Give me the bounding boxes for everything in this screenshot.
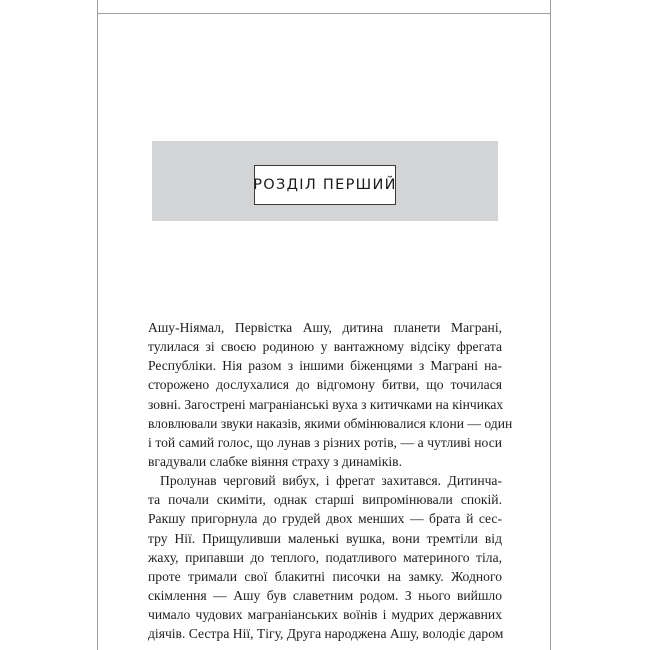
text-line: вгадували слабке віяння страху з динаміків. (148, 453, 402, 469)
text-line-indented: Пролунав черговий вибух, і фрегат захитався. Дитинча- (160, 473, 502, 489)
text-line: скімлення — Ашу був славетним родом. З нього вийшло (148, 587, 502, 603)
chapter-title-box (254, 165, 396, 205)
text-line: зовні. Загострені маграніанські вуха з китичками на кінчиках (148, 396, 504, 412)
text-line: тру Нії. Прищуливши маленькі вушка, вони тремтіли від (148, 530, 502, 546)
text-line: чимало чудових маграніанських воїнів і мудрих державних (148, 607, 502, 623)
chapter-title: РОЗДІЛ ПЕРШИЙ (253, 177, 397, 193)
text-line: Ракшу пригорнула до грудей двох менших — брата й сес- (148, 511, 502, 527)
text-line: та почали скиміти, однак старші випромінювали спокій. (148, 492, 502, 508)
text-line: проте тримали свої блакитні писочки на замку. Жодного (148, 568, 502, 584)
page-frame-top-edge (97, 0, 551, 14)
text-line: Республіки. Нія разом з іншими біженцями з Маграні на- (148, 358, 502, 374)
text-line: діячів. Сестра Нії, Тігу, Друга народжена Ашу, володіє даром (148, 626, 504, 642)
text-line: тулилася зі своєю родиною у вантажному відсіку фрегата (148, 339, 502, 355)
text-line: сторожено дослухалися до відгомону битви, що точилася (148, 377, 502, 393)
text-line: Ашу-Ніямал, Первістка Ашу, дитина планети Маграні, (148, 320, 502, 335)
text-line: жаху, припавши до теплого, податливого материного тіла, (148, 549, 502, 565)
text-line: і той самий голос, що лунав з різних ротів, — а чутливі носи (148, 434, 502, 450)
text-line: вловлювали звуки наказів, якими обмінювалися клони — один (148, 415, 513, 431)
chapter-body-text (148, 318, 513, 643)
